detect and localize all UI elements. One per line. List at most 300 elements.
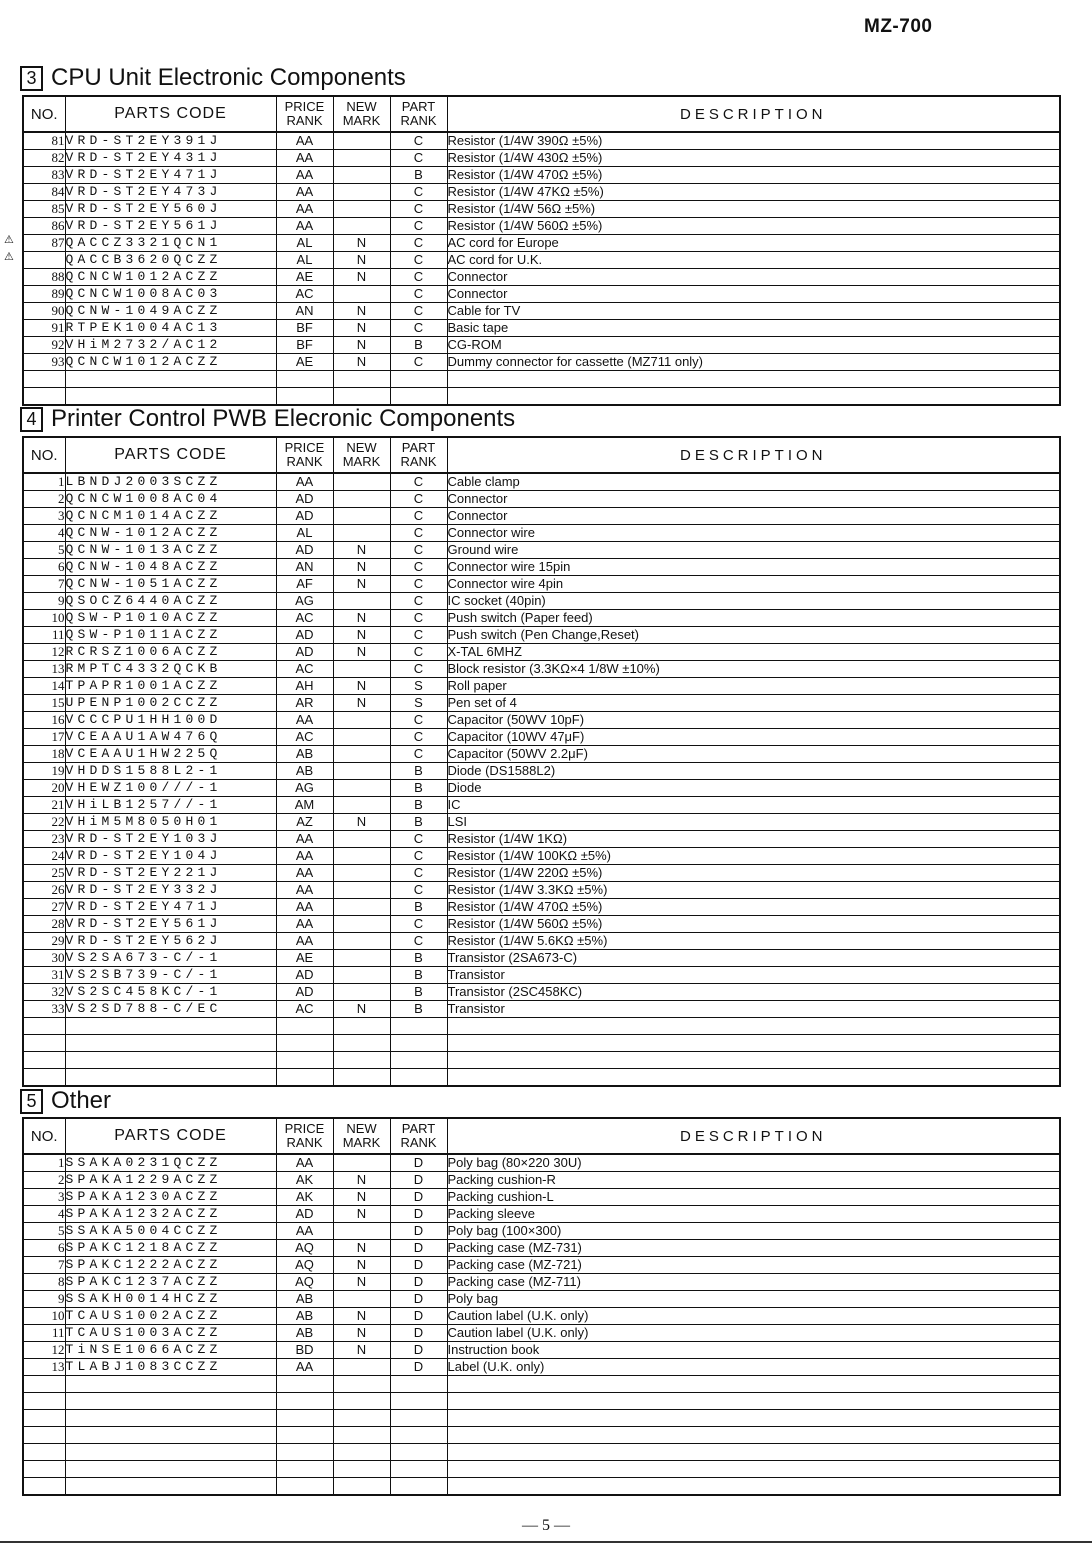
table-row (23, 1223, 1060, 1240)
table-row (23, 1069, 1060, 1087)
parts-code: QSOCZ6440ACZZ (65, 593, 276, 610)
part-rank: C (390, 933, 447, 950)
new-mark (333, 473, 390, 491)
parts-code: QCNW-1051ACZZ (65, 576, 276, 593)
description: Connector (447, 286, 1060, 303)
price-rank (276, 1069, 333, 1087)
parts-code: QSW-P1011ACZZ (65, 627, 276, 644)
part-rank: D (390, 1223, 447, 1240)
part-rank: C (390, 831, 447, 848)
row-number: 84 (23, 184, 65, 201)
col-header-description: DESCRIPTION (447, 1118, 1060, 1154)
description: Resistor (1/4W 390Ω ±5%) (447, 132, 1060, 150)
new-mark: N (333, 337, 390, 354)
row-number: 32 (23, 984, 65, 1001)
table-row (23, 286, 1060, 303)
price-rank: AN (276, 559, 333, 576)
part-rank (390, 1035, 447, 1052)
row-number: 6 (23, 559, 65, 576)
new-mark (333, 746, 390, 763)
row-number: 2 (23, 1172, 65, 1189)
row-number (23, 1478, 65, 1496)
caution-triangle-icon: ⚠ (4, 251, 14, 263)
row-number (23, 1461, 65, 1478)
description: Resistor (1/4W 430Ω ±5%) (447, 150, 1060, 167)
header-line: MARK (342, 113, 381, 128)
parts-code: TLABJ1083CCZZ (65, 1359, 276, 1376)
description (447, 371, 1060, 388)
description: Resistor (1/4W 1KΩ) (447, 831, 1060, 848)
table-row (23, 627, 1060, 644)
description (447, 1393, 1060, 1410)
price-rank: AC (276, 729, 333, 746)
table-row (23, 337, 1060, 354)
part-rank: C (390, 320, 447, 337)
price-rank: AK (276, 1172, 333, 1189)
part-rank: D (390, 1189, 447, 1206)
col-header-price-rank (276, 96, 333, 132)
table-row (23, 320, 1060, 337)
price-rank: AD (276, 508, 333, 525)
row-number: 11 (23, 627, 65, 644)
description: Roll paper (447, 678, 1060, 695)
new-mark (333, 865, 390, 882)
col-header-part-rank (390, 437, 447, 473)
price-rank: AB (276, 1325, 333, 1342)
parts-code: VRD-ST2EY332J (65, 882, 276, 899)
table-row (23, 661, 1060, 678)
col-header-no: NO. (23, 1118, 65, 1154)
row-number: 83 (23, 167, 65, 184)
description: Capacitor (50WV 2.2μF) (447, 746, 1060, 763)
col-header-price-rank (276, 437, 333, 473)
table-row (23, 1035, 1060, 1052)
parts-code (65, 1410, 276, 1427)
parts-code (65, 1376, 276, 1393)
table-row (23, 746, 1060, 763)
description: AC cord for U.K. (447, 252, 1060, 269)
parts-code: QCNCW1008AC04 (65, 491, 276, 508)
parts-code: SSAKA0231QCZZ (65, 1154, 276, 1172)
parts-code: VHiM2732/AC12 (65, 337, 276, 354)
parts-code (65, 1052, 276, 1069)
description: Caution label (U.K. only) (447, 1308, 1060, 1325)
description: Packing case (MZ-711) (447, 1274, 1060, 1291)
row-number: 22 (23, 814, 65, 831)
description: Resistor (1/4W 560Ω ±5%) (447, 218, 1060, 235)
description: Cable for TV (447, 303, 1060, 320)
description: Cable clamp (447, 473, 1060, 491)
part-rank: C (390, 593, 447, 610)
price-rank: AL (276, 235, 333, 252)
parts-code: RMPTC4332QCKB (65, 661, 276, 678)
new-mark: N (333, 1325, 390, 1342)
parts-code: QCNCW1012ACZZ (65, 354, 276, 371)
parts-code: QCNCM1014ACZZ (65, 508, 276, 525)
row-number: 10 (23, 1308, 65, 1325)
price-rank: AA (276, 916, 333, 933)
parts-code (65, 1393, 276, 1410)
part-rank (390, 1393, 447, 1410)
parts-code (65, 1427, 276, 1444)
row-number: 8 (23, 1274, 65, 1291)
new-mark (333, 661, 390, 678)
parts-code: VHiM5M8050H01 (65, 814, 276, 831)
table-row (23, 269, 1060, 286)
row-number (23, 1052, 65, 1069)
new-mark (333, 933, 390, 950)
description: IC socket (40pin) (447, 593, 1060, 610)
new-mark (333, 1393, 390, 1410)
parts-code (65, 1035, 276, 1052)
description: Connector wire (447, 525, 1060, 542)
table-row (23, 967, 1060, 984)
row-number (23, 1069, 65, 1087)
part-rank: C (390, 252, 447, 269)
new-mark: N (333, 269, 390, 286)
new-mark (333, 218, 390, 235)
part-rank (390, 1052, 447, 1069)
description: Resistor (1/4W 560Ω ±5%) (447, 916, 1060, 933)
header-line: PRICE (284, 440, 325, 455)
new-mark (333, 1461, 390, 1478)
table-row (23, 984, 1060, 1001)
parts-code: SPAKA1230ACZZ (65, 1189, 276, 1206)
part-rank: C (390, 132, 447, 150)
part-rank: C (390, 576, 447, 593)
parts-code: QCNW-1049ACZZ (65, 303, 276, 320)
parts-code: LBNDJ2003SCZZ (65, 473, 276, 491)
col-header-new-mark (333, 1118, 390, 1154)
row-number: 7 (23, 576, 65, 593)
table-row (23, 1172, 1060, 1189)
price-rank: AQ (276, 1240, 333, 1257)
price-rank: AC (276, 610, 333, 627)
description: Connector wire 15pin (447, 559, 1060, 576)
new-mark (333, 1410, 390, 1427)
new-mark (333, 848, 390, 865)
part-rank: C (390, 610, 447, 627)
new-mark: N (333, 1001, 390, 1018)
row-number (23, 1410, 65, 1427)
new-mark: N (333, 627, 390, 644)
parts-code: UPENP1002CCZZ (65, 695, 276, 712)
price-rank (276, 1410, 333, 1427)
parts-code: VRD-ST2EY104J (65, 848, 276, 865)
col-header-part-rank (390, 1118, 447, 1154)
description: AC cord for Europe (447, 235, 1060, 252)
parts-code: VHiLB1257//-1 (65, 797, 276, 814)
price-rank: AD (276, 542, 333, 559)
part-rank: D (390, 1325, 447, 1342)
price-rank (276, 371, 333, 388)
row-number: 9 (23, 593, 65, 610)
parts-code: QACCB3620QCZZ (65, 252, 276, 269)
part-rank: C (390, 525, 447, 542)
new-mark (333, 491, 390, 508)
table-row (23, 508, 1060, 525)
col-header-parts-code: PARTS CODE (65, 96, 276, 132)
row-number: 11 (23, 1325, 65, 1342)
price-rank: AA (276, 184, 333, 201)
parts-table-other (22, 1117, 1061, 1496)
parts-code: SSAKH0014HCZZ (65, 1291, 276, 1308)
table-row (23, 763, 1060, 780)
description (447, 1069, 1060, 1087)
price-rank: AM (276, 797, 333, 814)
description: Resistor (1/4W 100KΩ ±5%) (447, 848, 1060, 865)
new-mark: N (333, 1308, 390, 1325)
description: Block resistor (3.3KΩ×4 1/8W ±10%) (447, 661, 1060, 678)
new-mark (333, 132, 390, 150)
new-mark: N (333, 320, 390, 337)
part-rank: C (390, 269, 447, 286)
price-rank: AG (276, 593, 333, 610)
row-number: 92 (23, 337, 65, 354)
new-mark (333, 1154, 390, 1172)
section-number: 5 (20, 1089, 43, 1114)
description: Capacitor (10WV 47μF) (447, 729, 1060, 746)
part-rank: B (390, 763, 447, 780)
part-rank: C (390, 712, 447, 729)
parts-code: VRD-ST2EY560J (65, 201, 276, 218)
part-rank: S (390, 678, 447, 695)
table-row (23, 542, 1060, 559)
row-number: 7 (23, 1257, 65, 1274)
header-line: RANK (286, 113, 323, 128)
table-row (23, 1206, 1060, 1223)
table-row (23, 1325, 1060, 1342)
description: CG-ROM (447, 337, 1060, 354)
parts-code (65, 1478, 276, 1496)
description: Resistor (1/4W 56Ω ±5%) (447, 201, 1060, 218)
parts-code: TCAUS1003ACZZ (65, 1325, 276, 1342)
part-rank: D (390, 1342, 447, 1359)
part-rank: C (390, 865, 447, 882)
row-number (23, 252, 65, 269)
price-rank (276, 1393, 333, 1410)
table-row (23, 1308, 1060, 1325)
description: Transistor (447, 1001, 1060, 1018)
price-rank: AG (276, 780, 333, 797)
table-row (23, 1240, 1060, 1257)
description: Packing cushion-R (447, 1172, 1060, 1189)
table-row (23, 1478, 1060, 1496)
parts-code: VS2SD788-C/EC (65, 1001, 276, 1018)
price-rank: AA (276, 150, 333, 167)
description: Packing case (MZ-731) (447, 1240, 1060, 1257)
row-number: 88 (23, 269, 65, 286)
part-rank: C (390, 286, 447, 303)
new-mark: N (333, 644, 390, 661)
price-rank (276, 1018, 333, 1035)
row-number: 6 (23, 1240, 65, 1257)
part-rank: C (390, 508, 447, 525)
table-row (23, 473, 1060, 491)
parts-code: VHEWZ100///-1 (65, 780, 276, 797)
description: Packing case (MZ-721) (447, 1257, 1060, 1274)
description (447, 1427, 1060, 1444)
description (447, 1018, 1060, 1035)
row-number: 21 (23, 797, 65, 814)
description: Poly bag (80×220 30U) (447, 1154, 1060, 1172)
new-mark: N (333, 542, 390, 559)
parts-code: QCNCW1008AC03 (65, 286, 276, 303)
part-rank (390, 1444, 447, 1461)
description (447, 1444, 1060, 1461)
new-mark (333, 1052, 390, 1069)
new-mark (333, 167, 390, 184)
section-heading: CPU Unit Electronic Components (51, 64, 406, 91)
price-rank: AD (276, 644, 333, 661)
part-rank (390, 388, 447, 406)
parts-code: QCNW-1012ACZZ (65, 525, 276, 542)
col-header-description: DESCRIPTION (447, 437, 1060, 473)
table-row (23, 1001, 1060, 1018)
header-line: MARK (342, 1135, 381, 1150)
table-row (23, 916, 1060, 933)
part-rank: C (390, 473, 447, 491)
row-number: 82 (23, 150, 65, 167)
description (447, 1035, 1060, 1052)
price-rank: AR (276, 695, 333, 712)
price-rank: AB (276, 1291, 333, 1308)
table-row (23, 1018, 1060, 1035)
description: Pen set of 4 (447, 695, 1060, 712)
new-mark (333, 729, 390, 746)
new-mark: N (333, 1274, 390, 1291)
table-row (23, 184, 1060, 201)
new-mark (333, 525, 390, 542)
price-rank: AD (276, 1206, 333, 1223)
part-rank: S (390, 695, 447, 712)
table-row (23, 1410, 1060, 1427)
header-line: PART (401, 1121, 436, 1136)
parts-code: TPAPR1001ACZZ (65, 678, 276, 695)
parts-code (65, 371, 276, 388)
parts-code (65, 1018, 276, 1035)
part-rank: B (390, 814, 447, 831)
row-number: 13 (23, 1359, 65, 1376)
model-name: MZ-700 (864, 16, 933, 37)
bottom-rule (0, 1541, 1092, 1543)
price-rank: AA (276, 132, 333, 150)
part-rank: C (390, 354, 447, 371)
price-rank: AF (276, 576, 333, 593)
row-number: 10 (23, 610, 65, 627)
header-line: PART (401, 99, 436, 114)
description: X-TAL 6MHZ (447, 644, 1060, 661)
table-row (23, 1274, 1060, 1291)
row-number: 17 (23, 729, 65, 746)
table-row (23, 1291, 1060, 1308)
description: LSI (447, 814, 1060, 831)
parts-code (65, 1444, 276, 1461)
new-mark (333, 1478, 390, 1496)
row-number: 18 (23, 746, 65, 763)
row-number (23, 371, 65, 388)
price-rank (276, 1052, 333, 1069)
parts-code: RCRSZ1006ACZZ (65, 644, 276, 661)
part-rank: B (390, 899, 447, 916)
row-number: 3 (23, 1189, 65, 1206)
table-row (23, 1257, 1060, 1274)
table-row (23, 371, 1060, 388)
price-rank: AA (276, 882, 333, 899)
parts-code: QCNW-1013ACZZ (65, 542, 276, 559)
parts-code: QCNCW1012ACZZ (65, 269, 276, 286)
header-line: RANK (286, 454, 323, 469)
new-mark: N (333, 354, 390, 371)
price-rank: AE (276, 950, 333, 967)
table-row (23, 132, 1060, 150)
new-mark: N (333, 1240, 390, 1257)
price-rank: AB (276, 763, 333, 780)
parts-code: VRD-ST2EY471J (65, 899, 276, 916)
table-row (23, 388, 1060, 406)
price-rank: AB (276, 746, 333, 763)
part-rank: D (390, 1274, 447, 1291)
parts-code: TCAUS1002ACZZ (65, 1308, 276, 1325)
table-row (23, 303, 1060, 320)
row-number: 93 (23, 354, 65, 371)
new-mark: N (333, 610, 390, 627)
price-rank: AC (276, 661, 333, 678)
part-rank: C (390, 542, 447, 559)
table-row (23, 882, 1060, 899)
description: Resistor (1/4W 5.6KΩ ±5%) (447, 933, 1060, 950)
row-number: 26 (23, 882, 65, 899)
table-row (23, 559, 1060, 576)
description: Connector (447, 269, 1060, 286)
part-rank (390, 1018, 447, 1035)
row-number: 23 (23, 831, 65, 848)
part-rank: C (390, 559, 447, 576)
table-row (23, 491, 1060, 508)
row-number: 81 (23, 132, 65, 150)
part-rank: C (390, 661, 447, 678)
parts-code: VRD-ST2EY562J (65, 933, 276, 950)
price-rank: AH (276, 678, 333, 695)
price-rank: AL (276, 252, 333, 269)
price-rank: AA (276, 1223, 333, 1240)
description: Resistor (1/4W 470Ω ±5%) (447, 899, 1060, 916)
description: Transistor (2SC458KC) (447, 984, 1060, 1001)
row-number: 16 (23, 712, 65, 729)
price-rank: AA (276, 167, 333, 184)
parts-code: TiNSE1066ACZZ (65, 1342, 276, 1359)
new-mark (333, 780, 390, 797)
table-row (23, 252, 1060, 269)
row-number: 29 (23, 933, 65, 950)
price-rank: AA (276, 218, 333, 235)
row-number: 14 (23, 678, 65, 695)
new-mark (333, 201, 390, 218)
new-mark (333, 1444, 390, 1461)
part-rank: D (390, 1172, 447, 1189)
parts-code: VRD-ST2EY561J (65, 218, 276, 235)
table-row (23, 593, 1060, 610)
parts-code: VRD-ST2EY561J (65, 916, 276, 933)
row-number (23, 388, 65, 406)
row-number: 4 (23, 525, 65, 542)
new-mark (333, 1427, 390, 1444)
part-rank: B (390, 967, 447, 984)
parts-code: QSW-P1010ACZZ (65, 610, 276, 627)
col-header-no: NO. (23, 437, 65, 473)
price-rank (276, 1444, 333, 1461)
price-rank: AD (276, 627, 333, 644)
